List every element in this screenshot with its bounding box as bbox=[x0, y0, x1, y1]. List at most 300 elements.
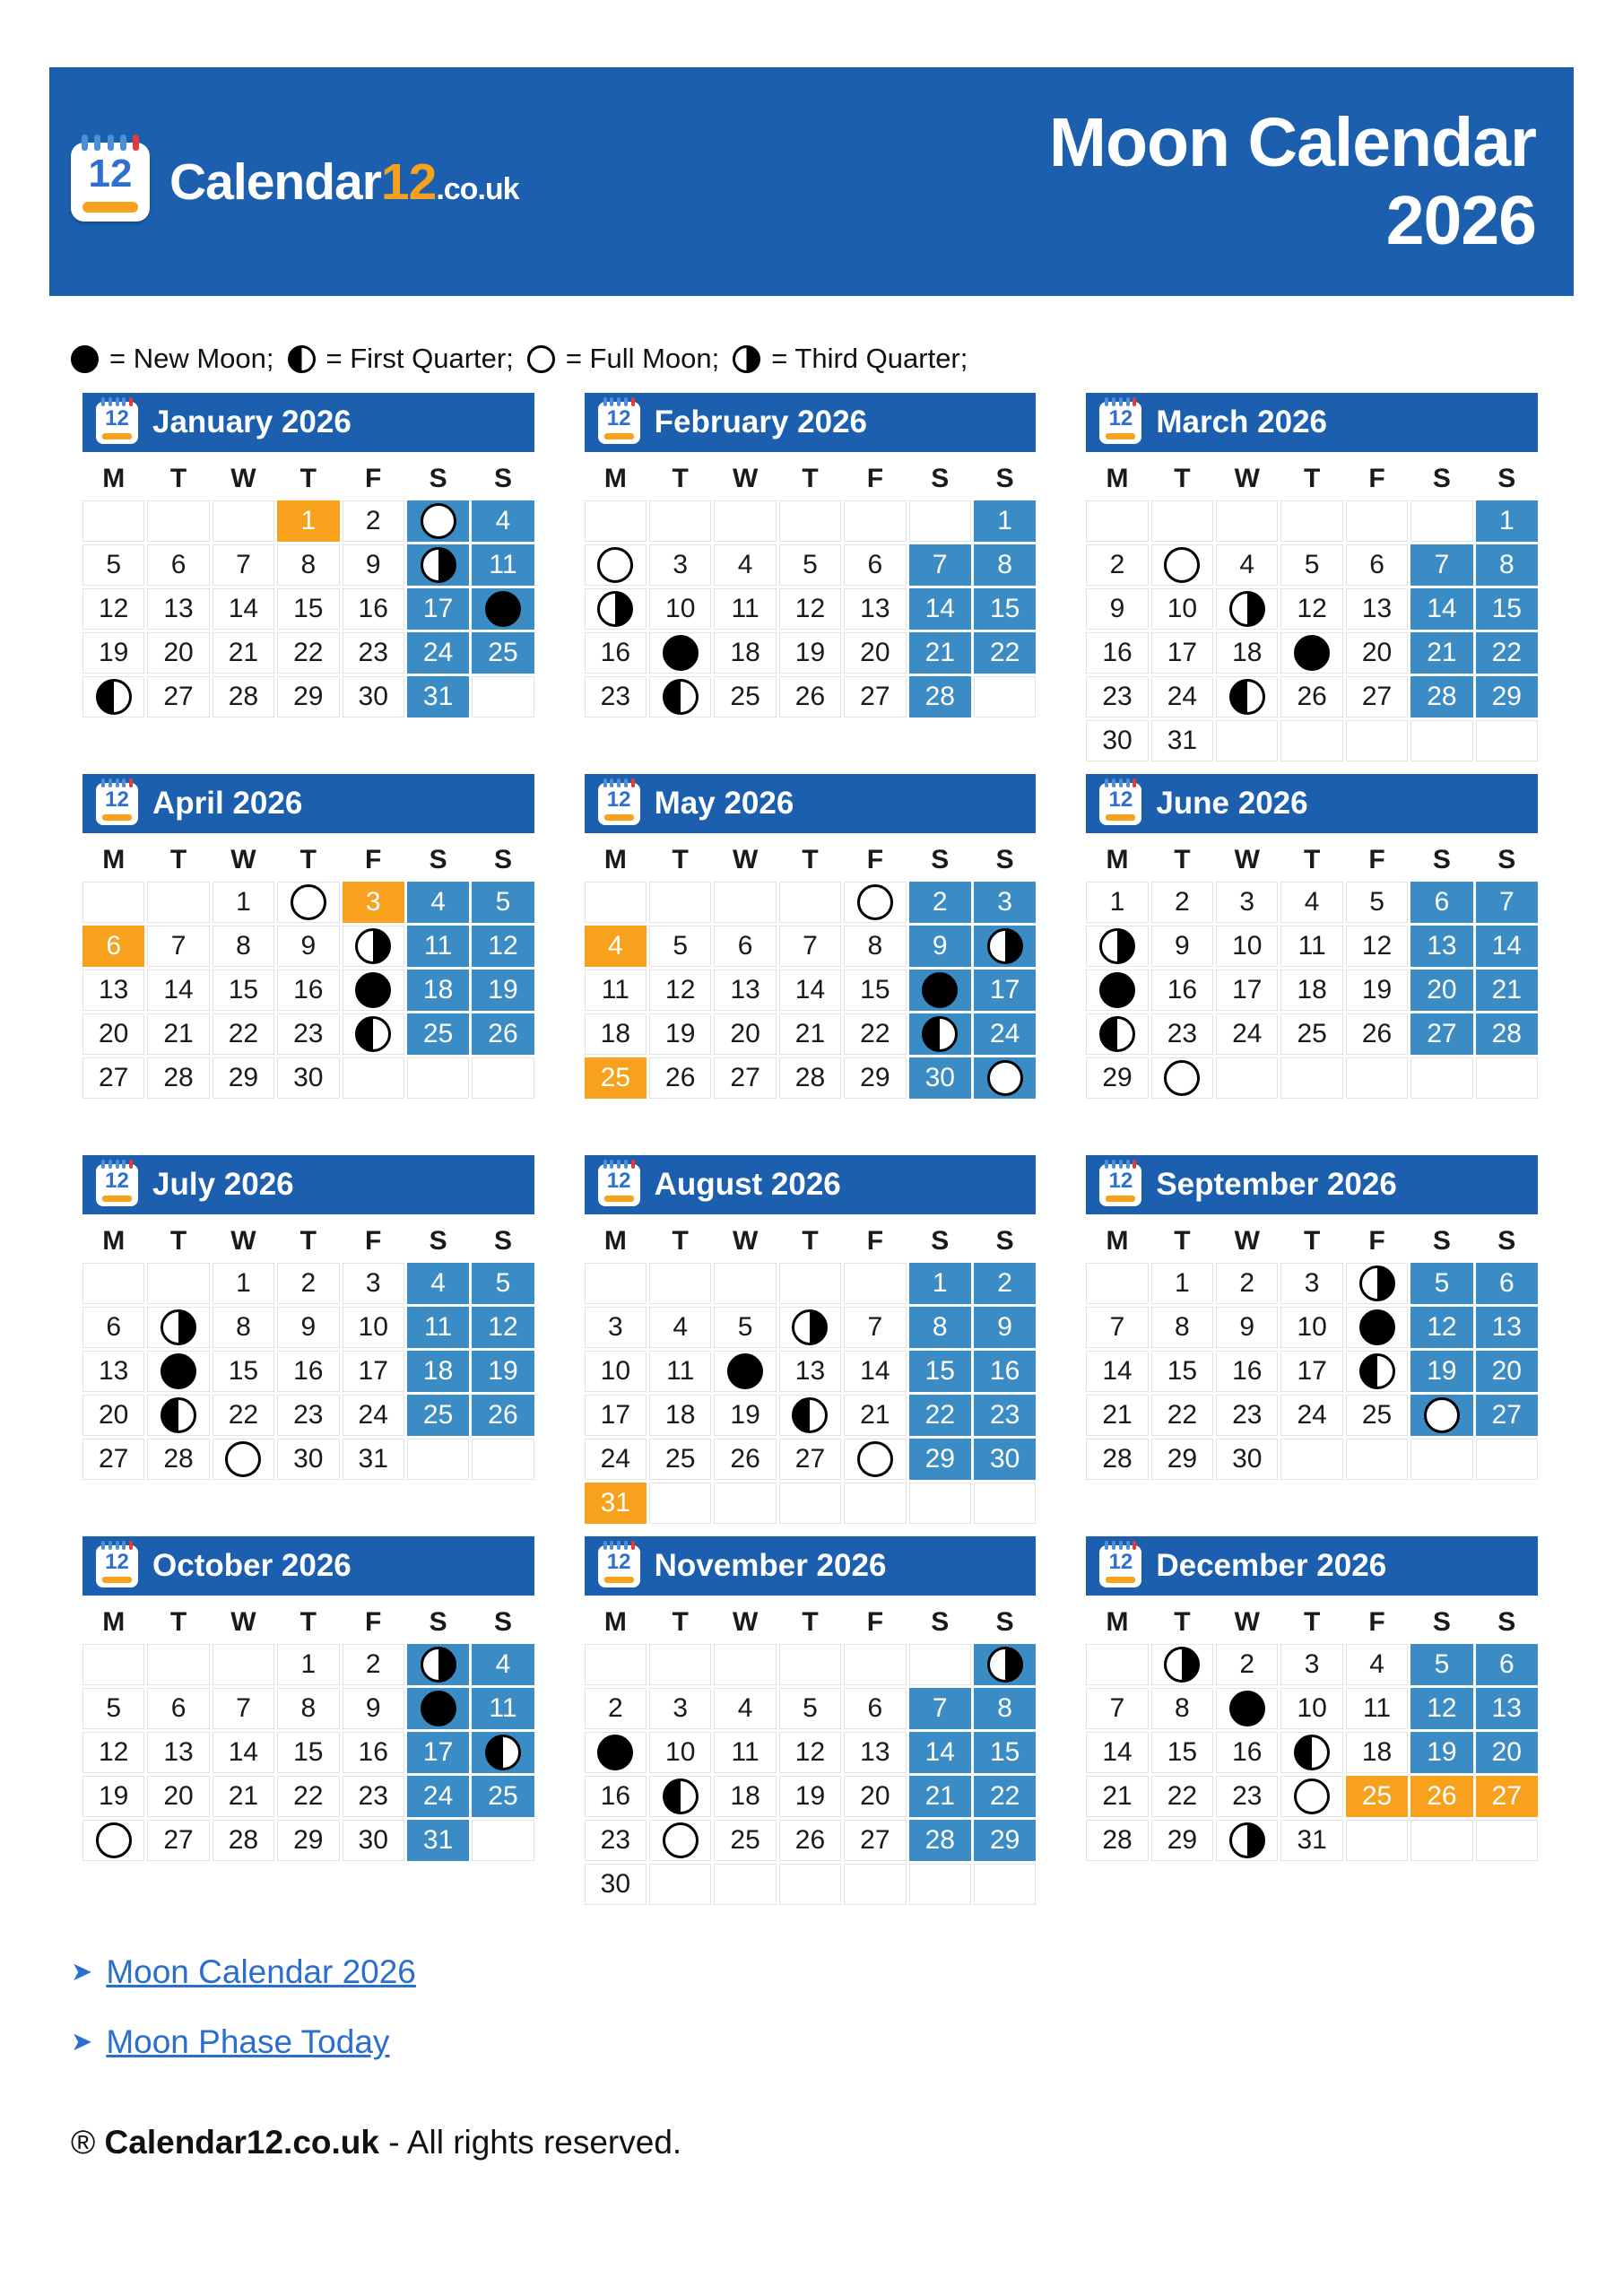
day-cell: 30 bbox=[277, 1057, 339, 1099]
day-cell-moon bbox=[1151, 544, 1213, 586]
day-cell-moon bbox=[1216, 1820, 1278, 1861]
day-cell: 23 bbox=[974, 1395, 1036, 1436]
copyright-line bbox=[71, 2124, 1574, 2161]
weekday-label: M bbox=[1106, 1226, 1129, 1256]
weekday-label: S bbox=[429, 464, 447, 493]
moon-first-quarter-icon bbox=[288, 345, 316, 373]
day-cell: 8 bbox=[909, 1307, 971, 1348]
weekday-label: T bbox=[1174, 1607, 1191, 1637]
day-cell: 8 bbox=[1151, 1688, 1213, 1729]
day-cell: 24 bbox=[585, 1439, 647, 1480]
month-name: September 2026 bbox=[1156, 1167, 1397, 1202]
day-cell: 19 bbox=[779, 1776, 841, 1817]
moon-first-quarter-icon bbox=[1359, 1353, 1395, 1389]
calendar-icon-bar bbox=[82, 202, 138, 213]
month-name: January 2026 bbox=[152, 404, 352, 439]
day-cell-moon bbox=[1280, 1732, 1342, 1773]
link-moon-phase-today[interactable]: Moon Phase Today bbox=[106, 2023, 390, 2060]
empty-cell bbox=[779, 500, 841, 542]
weekday-label: S bbox=[429, 1607, 447, 1637]
day-cell: 15 bbox=[844, 970, 906, 1011]
day-cell-moon bbox=[649, 1776, 711, 1817]
empty-cell bbox=[1476, 720, 1538, 761]
weekday-label: T bbox=[1303, 845, 1321, 874]
day-cell-moon bbox=[407, 500, 469, 542]
empty-cell bbox=[1346, 720, 1408, 761]
copyright-brand: Calendar12.co.uk bbox=[104, 2124, 379, 2161]
moon-first-quarter-icon bbox=[355, 1016, 391, 1052]
day-cell: 28 bbox=[779, 1057, 841, 1099]
day-cell: 23 bbox=[1086, 676, 1148, 718]
empty-cell bbox=[1346, 1057, 1408, 1099]
calendar-icon-number: 12 bbox=[606, 405, 631, 430]
day-cell: 2 bbox=[277, 1263, 339, 1304]
calendar-icon-pins bbox=[1105, 397, 1136, 406]
weekday-label: S bbox=[931, 1607, 950, 1637]
weekday-label: W bbox=[732, 1607, 759, 1637]
day-cell: 20 bbox=[844, 632, 906, 674]
empty-cell bbox=[407, 1057, 469, 1099]
month-header bbox=[1086, 1536, 1538, 1596]
day-cell: 5 bbox=[1280, 544, 1342, 586]
weekday-label: S bbox=[493, 464, 512, 493]
weekday-header-row bbox=[1086, 833, 1538, 882]
empty-cell bbox=[649, 500, 711, 542]
day-cell-moon bbox=[1151, 1057, 1213, 1099]
weekday-header-row bbox=[1086, 1214, 1538, 1263]
month-grid bbox=[1086, 1263, 1538, 1480]
day-cell: 23 bbox=[277, 1013, 339, 1055]
day-cell: 2 bbox=[974, 1263, 1036, 1304]
day-cell: 29 bbox=[909, 1439, 971, 1480]
moon-third-quarter-icon bbox=[733, 345, 760, 373]
day-cell: 12 bbox=[1346, 926, 1408, 967]
empty-cell bbox=[649, 882, 711, 923]
app-header bbox=[49, 67, 1574, 296]
weekday-label: S bbox=[429, 1226, 447, 1256]
day-cell-moon bbox=[1216, 588, 1278, 630]
day-cell: 23 bbox=[1216, 1395, 1278, 1436]
day-cell: 8 bbox=[277, 1688, 339, 1729]
day-cell: 20 bbox=[1476, 1351, 1538, 1392]
day-cell: 27 bbox=[147, 1820, 209, 1861]
empty-cell bbox=[1216, 500, 1278, 542]
weekday-label: S bbox=[1497, 1607, 1516, 1637]
weekday-label: S bbox=[931, 464, 950, 493]
day-cell-moon bbox=[1280, 632, 1342, 674]
moon-first-quarter-icon bbox=[485, 1735, 521, 1770]
day-cell: 5 bbox=[472, 1263, 534, 1304]
day-cell: 22 bbox=[213, 1395, 274, 1436]
day-cell: 25 bbox=[472, 1776, 534, 1817]
day-cell: 16 bbox=[277, 970, 339, 1011]
empty-cell bbox=[1086, 1263, 1148, 1304]
moon-full-moon-icon bbox=[597, 547, 633, 583]
moon-first-quarter-icon bbox=[1294, 1735, 1330, 1770]
day-cell: 25 bbox=[714, 676, 776, 718]
day-cell-moon bbox=[1216, 676, 1278, 718]
day-cell: 22 bbox=[1151, 1776, 1213, 1817]
month-september-2026 bbox=[1086, 1155, 1538, 1480]
empty-cell bbox=[844, 500, 906, 542]
calendar-12-icon bbox=[96, 783, 138, 825]
month-grid bbox=[82, 1644, 534, 1861]
day-cell: 24 bbox=[1216, 1013, 1278, 1055]
day-cell: 14 bbox=[1086, 1732, 1148, 1773]
month-december-2026 bbox=[1086, 1536, 1538, 1861]
day-cell: 7 bbox=[909, 1688, 971, 1729]
day-cell: 15 bbox=[1151, 1732, 1213, 1773]
day-cell: 28 bbox=[147, 1439, 209, 1480]
month-name: August 2026 bbox=[654, 1167, 841, 1202]
day-cell: 3 bbox=[343, 882, 404, 923]
calendar-12-icon bbox=[71, 143, 150, 222]
month-header bbox=[82, 1155, 534, 1214]
day-cell: 13 bbox=[1410, 926, 1472, 967]
day-cell: 21 bbox=[1410, 632, 1472, 674]
month-grid bbox=[82, 1263, 534, 1480]
weekday-label: T bbox=[802, 1226, 819, 1256]
calendar-icon-bar bbox=[102, 1196, 132, 1202]
moon-first-quarter-icon bbox=[663, 1779, 699, 1814]
day-cell: 26 bbox=[779, 1820, 841, 1861]
weekday-header-row bbox=[585, 1596, 1037, 1644]
day-cell: 16 bbox=[277, 1351, 339, 1392]
calendar-icon-number: 12 bbox=[105, 1549, 129, 1574]
empty-cell bbox=[1280, 1439, 1342, 1480]
day-cell: 3 bbox=[1280, 1263, 1342, 1304]
calendar-12-icon bbox=[1099, 783, 1141, 825]
months-grid bbox=[82, 393, 1538, 1918]
moon-full-moon-icon bbox=[96, 1822, 132, 1858]
page-title bbox=[1049, 104, 1536, 258]
calendar-icon-bar bbox=[102, 1577, 132, 1583]
day-cell-moon bbox=[407, 1644, 469, 1685]
day-cell: 26 bbox=[779, 676, 841, 718]
day-cell: 24 bbox=[1151, 676, 1213, 718]
empty-cell bbox=[1086, 500, 1148, 542]
day-cell: 21 bbox=[1086, 1395, 1148, 1436]
day-cell: 19 bbox=[472, 970, 534, 1011]
calendar-icon-bar bbox=[1106, 1577, 1135, 1583]
day-cell: 18 bbox=[1346, 1732, 1408, 1773]
weekday-header-row bbox=[82, 833, 534, 882]
site-logo[interactable] bbox=[71, 143, 519, 222]
empty-cell bbox=[974, 1864, 1036, 1905]
day-cell: 2 bbox=[1086, 544, 1148, 586]
weekday-label: S bbox=[1497, 845, 1516, 874]
day-cell: 27 bbox=[844, 676, 906, 718]
moon-new-moon-icon bbox=[71, 345, 99, 373]
empty-cell bbox=[343, 1057, 404, 1099]
day-cell: 4 bbox=[1280, 882, 1342, 923]
day-cell: 22 bbox=[213, 1013, 274, 1055]
calendar-icon-pins bbox=[101, 1160, 133, 1169]
day-cell: 29 bbox=[844, 1057, 906, 1099]
weekday-label: S bbox=[931, 845, 950, 874]
day-cell: 5 bbox=[82, 544, 144, 586]
calendar-icon-number: 12 bbox=[606, 1168, 631, 1193]
calendar-icon-number: 12 bbox=[1108, 1168, 1133, 1193]
day-cell: 7 bbox=[844, 1307, 906, 1348]
empty-cell bbox=[649, 1483, 711, 1524]
month-header bbox=[82, 774, 534, 833]
day-cell: 11 bbox=[585, 970, 647, 1011]
empty-cell bbox=[585, 500, 647, 542]
weekday-label: M bbox=[1106, 1607, 1129, 1637]
copyright-text: - All rights reserved. bbox=[388, 2124, 682, 2161]
calendar-icon-pins bbox=[82, 135, 139, 151]
day-cell: 25 bbox=[649, 1439, 711, 1480]
day-cell: 23 bbox=[343, 1776, 404, 1817]
day-cell: 27 bbox=[844, 1820, 906, 1861]
month-january-2026 bbox=[82, 393, 534, 718]
day-cell: 6 bbox=[147, 1688, 209, 1729]
calendar-12-icon bbox=[96, 1164, 138, 1206]
day-cell: 23 bbox=[585, 676, 647, 718]
day-cell: 12 bbox=[1410, 1688, 1472, 1729]
day-cell: 16 bbox=[974, 1351, 1036, 1392]
day-cell: 10 bbox=[585, 1351, 647, 1392]
calendar-icon-number: 12 bbox=[1108, 787, 1133, 812]
day-cell: 28 bbox=[1086, 1820, 1148, 1861]
weekday-label: T bbox=[1174, 845, 1191, 874]
weekday-label: S bbox=[493, 1607, 512, 1637]
moon-third-quarter-icon bbox=[1359, 1265, 1395, 1301]
month-grid bbox=[1086, 1644, 1538, 1861]
calendar-12-icon bbox=[96, 402, 138, 444]
month-name: October 2026 bbox=[152, 1548, 352, 1583]
day-cell: 22 bbox=[277, 632, 339, 674]
moon-new-moon-icon bbox=[1229, 1691, 1265, 1726]
day-cell: 22 bbox=[1476, 632, 1538, 674]
month-header bbox=[585, 774, 1037, 833]
moon-full-moon-icon bbox=[987, 1060, 1023, 1096]
day-cell: 3 bbox=[1280, 1644, 1342, 1685]
month-name: July 2026 bbox=[152, 1167, 294, 1202]
day-cell: 6 bbox=[844, 544, 906, 586]
calendar-icon-number: 12 bbox=[1108, 405, 1133, 430]
day-cell: 4 bbox=[714, 544, 776, 586]
day-cell-moon bbox=[844, 1439, 906, 1480]
day-cell-moon bbox=[585, 544, 647, 586]
day-cell-moon bbox=[472, 1732, 534, 1773]
weekday-label: T bbox=[802, 464, 819, 493]
day-cell: 7 bbox=[213, 1688, 274, 1729]
weekday-label: T bbox=[1303, 464, 1321, 493]
weekday-label: T bbox=[1174, 464, 1191, 493]
weekday-label: W bbox=[230, 464, 256, 493]
day-cell: 20 bbox=[1410, 970, 1472, 1011]
month-march-2026 bbox=[1086, 393, 1538, 761]
day-cell: 27 bbox=[82, 1439, 144, 1480]
day-cell: 6 bbox=[714, 926, 776, 967]
calendar-icon-bar bbox=[604, 1577, 634, 1583]
day-cell: 19 bbox=[1346, 970, 1408, 1011]
day-cell: 23 bbox=[1151, 1013, 1213, 1055]
registered-icon: ® bbox=[71, 2124, 96, 2161]
empty-cell bbox=[714, 1483, 776, 1524]
weekday-label: M bbox=[102, 464, 126, 493]
weekday-label: T bbox=[169, 464, 187, 493]
moon-first-quarter-icon bbox=[1229, 679, 1265, 715]
moon-full-moon-icon bbox=[527, 345, 555, 373]
empty-cell bbox=[779, 1644, 841, 1685]
day-cell: 13 bbox=[82, 970, 144, 1011]
day-cell: 4 bbox=[472, 500, 534, 542]
day-cell: 5 bbox=[779, 1688, 841, 1729]
day-cell: 17 bbox=[1151, 632, 1213, 674]
empty-cell bbox=[472, 1057, 534, 1099]
empty-cell bbox=[472, 676, 534, 718]
day-cell: 19 bbox=[1410, 1732, 1472, 1773]
day-cell: 26 bbox=[472, 1395, 534, 1436]
day-cell: 26 bbox=[1410, 1776, 1472, 1817]
day-cell: 14 bbox=[844, 1351, 906, 1392]
day-cell: 4 bbox=[1346, 1644, 1408, 1685]
arrow-bullet-icon: ➤ bbox=[71, 2027, 93, 2057]
empty-cell bbox=[472, 1439, 534, 1480]
empty-cell bbox=[1476, 1439, 1538, 1480]
weekday-label: W bbox=[230, 1226, 256, 1256]
day-cell: 15 bbox=[1476, 588, 1538, 630]
day-cell-moon bbox=[1086, 1013, 1148, 1055]
moon-new-moon-icon bbox=[597, 1735, 633, 1770]
day-cell: 9 bbox=[1086, 588, 1148, 630]
day-cell: 2 bbox=[909, 882, 971, 923]
day-cell: 14 bbox=[909, 588, 971, 630]
weekday-label: W bbox=[732, 464, 759, 493]
day-cell-moon bbox=[277, 882, 339, 923]
day-cell: 18 bbox=[407, 970, 469, 1011]
empty-cell bbox=[1410, 720, 1472, 761]
day-cell: 25 bbox=[472, 632, 534, 674]
empty-cell bbox=[714, 500, 776, 542]
day-cell: 14 bbox=[1086, 1351, 1148, 1392]
empty-cell bbox=[147, 500, 209, 542]
day-cell: 4 bbox=[649, 1307, 711, 1348]
month-april-2026 bbox=[82, 774, 534, 1099]
weekday-label: S bbox=[429, 845, 447, 874]
day-cell: 29 bbox=[1151, 1439, 1213, 1480]
moon-new-moon-icon bbox=[663, 635, 699, 671]
day-cell: 31 bbox=[1151, 720, 1213, 761]
month-header bbox=[585, 1536, 1037, 1596]
empty-cell bbox=[974, 1483, 1036, 1524]
month-header bbox=[1086, 393, 1538, 452]
weekday-label: W bbox=[1234, 464, 1260, 493]
day-cell: 12 bbox=[1280, 588, 1342, 630]
day-cell: 4 bbox=[585, 926, 647, 967]
day-cell-moon bbox=[649, 676, 711, 718]
day-cell-moon bbox=[82, 676, 144, 718]
month-name: November 2026 bbox=[654, 1548, 887, 1583]
day-cell: 11 bbox=[714, 1732, 776, 1773]
day-cell: 14 bbox=[779, 970, 841, 1011]
day-cell: 22 bbox=[909, 1395, 971, 1436]
moon-new-moon-icon bbox=[1099, 972, 1135, 1008]
calendar-icon-number: 12 bbox=[105, 787, 129, 812]
calendar-icon-pins bbox=[101, 1541, 133, 1550]
empty-cell bbox=[1346, 1820, 1408, 1861]
weekday-header-row bbox=[585, 1214, 1037, 1263]
day-cell: 23 bbox=[277, 1395, 339, 1436]
weekday-header-row bbox=[82, 1596, 534, 1644]
day-cell: 13 bbox=[714, 970, 776, 1011]
footer-link-row bbox=[71, 2023, 1574, 2061]
empty-cell bbox=[407, 1439, 469, 1480]
weekday-header-row bbox=[585, 452, 1037, 500]
day-cell: 20 bbox=[82, 1013, 144, 1055]
day-cell: 3 bbox=[649, 1688, 711, 1729]
weekday-label: T bbox=[299, 845, 317, 874]
link-moon-calendar-2026[interactable]: Moon Calendar 2026 bbox=[106, 1953, 416, 1990]
day-cell-moon bbox=[407, 1688, 469, 1729]
moon-full-moon-icon bbox=[857, 884, 893, 920]
empty-cell bbox=[1086, 1644, 1148, 1685]
day-cell: 12 bbox=[472, 1307, 534, 1348]
day-cell: 5 bbox=[649, 926, 711, 967]
day-cell-moon bbox=[779, 1307, 841, 1348]
day-cell: 7 bbox=[1086, 1307, 1148, 1348]
weekday-label: M bbox=[603, 464, 627, 493]
day-cell: 24 bbox=[343, 1395, 404, 1436]
weekday-label: S bbox=[995, 1226, 1014, 1256]
day-cell-moon bbox=[147, 1351, 209, 1392]
day-cell: 24 bbox=[407, 1776, 469, 1817]
day-cell: 10 bbox=[343, 1307, 404, 1348]
day-cell: 28 bbox=[909, 1820, 971, 1861]
legend-item bbox=[527, 343, 719, 375]
empty-cell bbox=[1410, 1057, 1472, 1099]
day-cell: 27 bbox=[1476, 1395, 1538, 1436]
day-cell: 18 bbox=[649, 1395, 711, 1436]
day-cell: 11 bbox=[714, 588, 776, 630]
empty-cell bbox=[714, 1644, 776, 1685]
day-cell: 15 bbox=[277, 588, 339, 630]
calendar-icon-bar bbox=[1106, 1196, 1135, 1202]
moon-third-quarter-icon bbox=[421, 1647, 456, 1683]
day-cell: 30 bbox=[1086, 720, 1148, 761]
day-cell: 2 bbox=[1216, 1644, 1278, 1685]
empty-cell bbox=[82, 500, 144, 542]
day-cell: 4 bbox=[472, 1644, 534, 1685]
weekday-label: T bbox=[672, 1226, 689, 1256]
moon-new-moon-icon bbox=[1359, 1309, 1395, 1345]
calendar-icon-pins bbox=[603, 778, 635, 787]
weekday-header-row bbox=[82, 452, 534, 500]
day-cell: 14 bbox=[1476, 926, 1538, 967]
day-cell: 8 bbox=[974, 1688, 1036, 1729]
weekday-label: T bbox=[169, 845, 187, 874]
day-cell: 19 bbox=[779, 632, 841, 674]
day-cell: 6 bbox=[1346, 544, 1408, 586]
calendar-icon-bar bbox=[102, 433, 132, 439]
weekday-header-row bbox=[82, 1214, 534, 1263]
day-cell-moon bbox=[1086, 926, 1148, 967]
weekday-label: S bbox=[493, 845, 512, 874]
day-cell: 19 bbox=[82, 632, 144, 674]
day-cell: 16 bbox=[1151, 970, 1213, 1011]
legend-label: = First Quarter; bbox=[325, 343, 514, 374]
empty-cell bbox=[1476, 1057, 1538, 1099]
day-cell: 14 bbox=[147, 970, 209, 1011]
day-cell: 16 bbox=[585, 1776, 647, 1817]
day-cell: 16 bbox=[1086, 632, 1148, 674]
day-cell: 8 bbox=[844, 926, 906, 967]
day-cell-moon bbox=[1410, 1395, 1472, 1436]
day-cell: 17 bbox=[407, 588, 469, 630]
